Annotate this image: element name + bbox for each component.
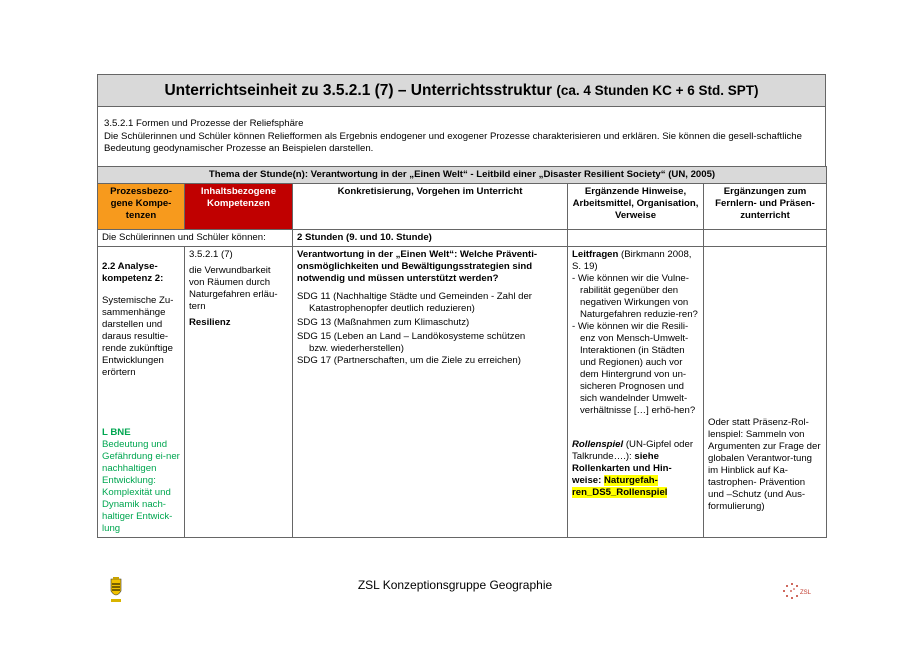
intro-section [97, 107, 826, 167]
sdg-item: SDG 13 (Maßnahmen zum Klimaschutz) [297, 317, 470, 328]
inhalt-code: 3.5.2.1 (7) [189, 249, 233, 260]
footer-text: ZSL Konzeptionsgruppe Geographie [357, 578, 553, 592]
empty-cell [704, 230, 827, 247]
inhalt-cell [185, 247, 293, 538]
sdg-item: SDG 11 (Nachhaltige Städte und Gemeinden - Zahl der Katastrophenopfer deutlich reduzieren) [297, 291, 532, 314]
hours-cell: 2 Stunden (9. und 10. Stunde) [293, 230, 568, 247]
prozess-cell [98, 247, 185, 538]
empty-cell [568, 230, 704, 247]
inhalt-text: die Verwundbarkeit von Räumen durch Naturgefahren erläu-tern [189, 265, 278, 312]
header-hinweise: Ergänzende Hinweise, Arbeitsmittel, Organisation, Verweise [568, 184, 704, 230]
svg-text:ZSL: ZSL [800, 590, 812, 596]
content-row [98, 247, 827, 538]
intro-text: Die Schülerinnen und Schüler können Reliefformen als Ergebnis endogener und exogener Prozesse charakterisieren und erklären. Sie können die gesell-schaftliche Bedeutung geodynamischer Prozesse an Beispielen darstellen. [104, 130, 802, 154]
header-inhalt: Inhaltsbezogene Kompetenzen [185, 184, 293, 230]
bne-text: Bedeutung und Gefährdung ei-ner nachhaltigen Entwicklung: Komplexität und Dynamik nach-haltiger Entwick-lung [102, 439, 180, 534]
konkretisierung-cell [293, 247, 568, 538]
title-sub: (ca. 4 Stunden KC + 6 Std. SPT) [556, 83, 759, 98]
header-ergaenzungen: Ergänzungen zum Fernlern- und Präsen-zunterricht [704, 184, 827, 230]
header-konkretisierung: Konkretisierung, Vorgehen im Unterricht [293, 184, 568, 230]
sub-row [98, 230, 827, 247]
structure-table [97, 166, 827, 538]
hinweise-cell [568, 247, 704, 538]
header-row [98, 184, 827, 230]
theme-cell: Thema der Stunde(n): Verantwortung in der „Einen Welt“ - Leitbild einer „Disaster Resilient Society“ (UN, 2005) [98, 167, 827, 184]
intro-heading: 3.5.2.1 Formen und Prozesse der Reliefsphäre [104, 118, 304, 129]
ergaenzung-cell [704, 247, 827, 538]
inhalt-keyword: Resilienz [189, 317, 231, 328]
bne-title: L BNE [102, 427, 131, 438]
title-main: Unterrichtseinheit zu 3.5.2.1 (7) – Unterrichtsstruktur [164, 82, 553, 99]
leitfrage-item: - Wie können wir die Resili-enz von Mensch-Umwelt-Interaktionen (in Städten und Regionen) auch vor dem Hintergrund von un-sicheren Prognosen und sich wandelnder Umwelt-verhältnisse […] erhö-hen? [572, 321, 696, 416]
kompetenz-title: 2.2 Analyse-kompetenz 2: [102, 261, 164, 284]
zsl-logo-icon [778, 580, 818, 602]
rollenspiel: Rollenspiel (UN-Gipfel oder Talkrunde….): siehe Rollenkarten und Hin-weise: Naturgefah-ren_DS5_Rollenspiel [572, 439, 694, 498]
page-title [97, 74, 826, 107]
leitfragen: Leitfragen (Birkmann 2008, S. 19) [572, 249, 692, 272]
ergaenzung-text: Oder statt Präsenz-Rol-lenspiel: Sammeln von Argumenten zur Frage der globalen Verantwor-tung im Hinblick auf Ka-tastrophen- Prävention und –Schutz (und Aus-formulierung) [708, 417, 821, 512]
theme-row [98, 167, 827, 184]
header-prozess: Prozessbezo-gene Kompe-tenzen [98, 184, 185, 230]
file-reference: Naturgefah-ren_DS5_Rollenspiel [572, 475, 668, 498]
sdg-item: SDG 17 (Partnerschaften, um die Ziele zu erreichen) [297, 355, 521, 366]
leitfrage-item: - Wie können wir die Vulne-rabilität gegenüber den negativen Wirkungen von Naturgefahren reduzie-ren? [572, 273, 698, 320]
guiding-question: Verantwortung in der „Einen Welt“: Welche Präventi-onsmöglichkeiten und Bewältigungsstrategien sind notwendig und müssen unterstützt werden? [297, 249, 538, 284]
kompetenz-text: Systemische Zu-sammenhänge darstellen und daraus resultie-rende zukünftige Entwicklungen erörtern [102, 295, 174, 378]
students-can-cell: Die Schülerinnen und Schüler können: [98, 230, 293, 247]
sdg-item: SDG 15 (Leben an Land – Landökosysteme schützen bzw. wiederherstellen) [297, 331, 526, 354]
